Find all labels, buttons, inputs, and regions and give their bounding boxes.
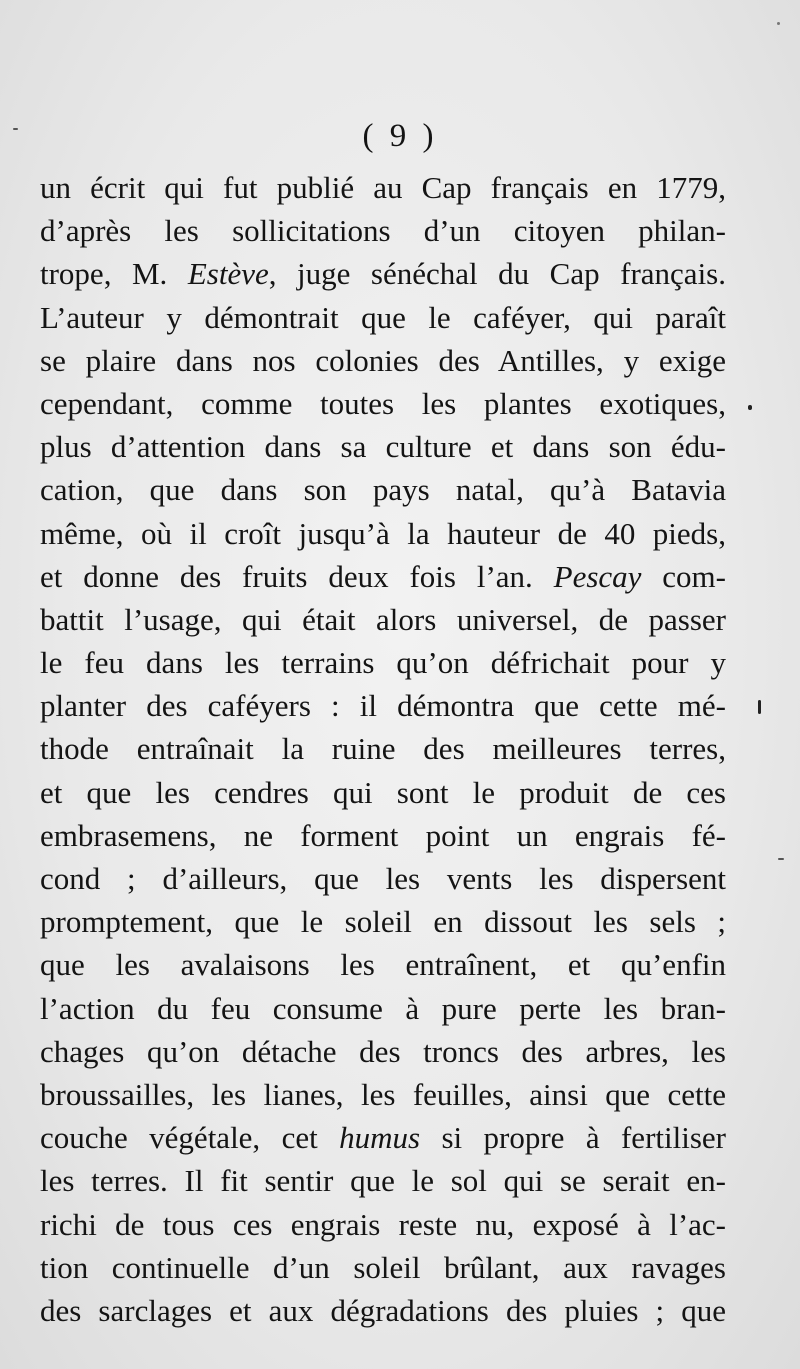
text-line [40,339,726,382]
text-line [40,252,726,295]
page-number: ( 9 ) [362,118,438,154]
text-segment: broussailles, les lianes, les feuilles, ainsi que cette [40,1076,726,1112]
text-segment: battit l’usage, qui était alors universel, de passer [40,601,726,637]
text-line [40,943,726,986]
text-line [40,382,726,425]
text-segment: , juge sénéchal du Cap français. [268,256,726,292]
text-segment: des sarclages et aux dégradations des pluies ; que [40,1292,726,1328]
italic-name: Pescay [553,558,642,594]
text-line [40,987,726,1030]
text-segment: un écrit qui fut publié au Cap français en 1779, [40,170,726,205]
ink-speck [778,858,784,860]
text-segment: même, où il croît jusqu’à la hauteur de 40 pieds, [40,515,726,551]
text-segment: tion continuelle d’un soleil brûlant, aux ravages [40,1249,726,1285]
text-segment: com- [641,558,726,594]
italic-name: humus [339,1120,421,1156]
text-line [40,1030,726,1073]
text-line [40,900,726,943]
text-segment: richi de tous ces engrais reste nu, exposé à l’ac- [40,1206,726,1242]
text-segment: planter des caféyers : il démontra que cette mé- [40,688,726,724]
text-segment: les terres. Il fit sentir que le sol qui se serait en- [40,1163,726,1199]
text-line [40,1246,726,1289]
text-segment: si propre à fertiliser [420,1120,726,1156]
text-segment: le feu dans les terrains qu’on défrichait pour y [40,645,726,681]
ink-speck [777,22,780,25]
text-segment: trope, M. [40,256,188,292]
text-line [40,425,726,468]
text-segment: thode entraînait la ruine des meilleures terres, [40,731,726,767]
text-line [40,209,726,252]
text-segment: et que les cendres qui sont le produit de ces [40,774,726,810]
text-segment: d’après les sollicitations d’un citoyen philan- [40,213,726,249]
text-segment: que les avalaisons les entraînent, et qu’enfin [40,947,726,983]
text-line [40,512,726,555]
text-segment: cation, que dans son pays natal, qu’à Batavia [40,472,726,508]
text-segment: l’action du feu consume à pure perte les bran- [40,990,726,1026]
text-segment: couche végétale, cet [40,1120,340,1156]
text-segment: se plaire dans nos colonies des Antilles, y exige [40,342,726,378]
text-line [40,1073,726,1116]
text-line [40,727,726,770]
text-segment: embrasemens, ne forment point un engrais fé- [40,817,726,853]
text-line [40,296,726,339]
text-segment: plus d’attention dans sa culture et dans son édu- [40,429,726,465]
text-segment: promptement, que le soleil en dissout les sels ; [40,904,726,940]
text-segment: L’auteur y démontrait que le caféyer, qui paraît [40,299,726,335]
text-line [40,598,726,641]
text-line [40,1289,726,1332]
text-line [40,1159,726,1202]
ink-speck [748,405,752,410]
text-segment: cond ; d’ailleurs, que les vents les dispersent [40,861,726,896]
ink-speck [758,700,761,714]
text-segment: cependant, comme toutes les plantes exotiques, [40,385,726,421]
text-line [40,641,726,684]
text-line [40,1203,726,1246]
text-line [40,555,726,598]
text-line [40,771,726,814]
text-line [40,814,726,857]
text-segment: chages qu’on détache des troncs des arbres, les [40,1033,726,1069]
text-line [40,1116,726,1159]
text-line [40,166,726,209]
ink-speck [13,128,18,130]
text-line [40,468,726,511]
text-line [40,684,726,727]
text-segment: et donne des fruits deux fois l’an. [40,558,554,594]
text-line [40,857,726,900]
italic-name: Estève [187,256,269,292]
body-text [40,166,726,1332]
